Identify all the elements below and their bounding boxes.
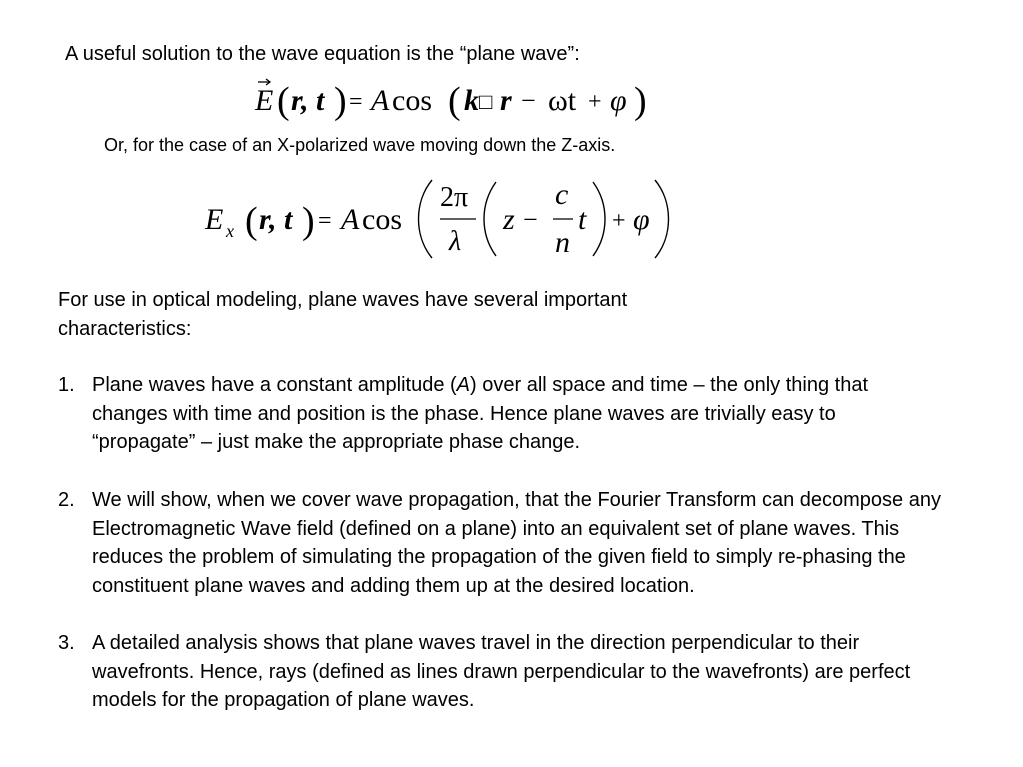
eq2-subscript: x (226, 221, 234, 241)
eq1-phi: φ (610, 84, 627, 117)
eq1-close-paren-2: ) (634, 80, 647, 122)
list-text-italic: A (456, 374, 471, 396)
eq1-open-paren: ( (277, 80, 290, 122)
eq1-k: k (464, 84, 479, 117)
eq2-phi: φ (633, 203, 650, 236)
eq2-big-close-paren (655, 180, 669, 258)
eq2-cos: cos (362, 203, 402, 236)
eq2-open-paren: ( (245, 200, 258, 242)
eq1-cos: cos (392, 84, 432, 117)
eq2-t: t (578, 203, 587, 236)
eq1-open-paren-2: ( (448, 80, 461, 122)
subtitle-text: Or, for the case of an X-polarized wave moving down the Z-axis. (104, 135, 616, 155)
eq1-plus: + (588, 89, 602, 115)
eq1-args: r, t (291, 84, 325, 117)
eq2-close-paren: ) (302, 200, 315, 242)
eq2-inner-open-paren (484, 182, 496, 256)
list-number: 1. (58, 374, 75, 396)
list-text-after: ) over all space and time – the only thing that changes with time and position is the phase. Hence plane waves are trivially easy to “propagate” – just make the appropriate phase change. (92, 374, 869, 454)
eq2-amplitude: A (341, 203, 360, 236)
eq2-args: r, t (259, 203, 293, 236)
plane-wave-equation (250, 74, 670, 124)
paragraph-intro (58, 286, 627, 343)
eq2-big-open-paren (419, 180, 433, 258)
x-polarized-equation (200, 174, 680, 264)
list-item-text (92, 371, 942, 457)
eq2-plus: + (612, 208, 626, 234)
eq2-inner-close-paren (593, 182, 605, 256)
eq2-lhs: E (205, 203, 224, 236)
eq2-z: z (503, 203, 515, 236)
eq1-close-paren: ) (334, 80, 347, 122)
eq1-amplitude: A (371, 84, 390, 117)
x-polarized-equation-svg (200, 174, 680, 264)
paragraph-line-2: characteristics: (58, 317, 192, 340)
eq2-c: c (555, 178, 569, 211)
eq1-minus: − (521, 86, 536, 115)
eq1-lhs: E (255, 84, 274, 117)
list-text-before: Plane waves have a constant amplitude ( (92, 374, 457, 396)
eq2-minus: − (523, 205, 538, 234)
eq2-numerator: 2π (440, 182, 469, 213)
list-item-text: We will show, when we cover wave propagation, that the Fourier Transform can decompose any Electromagnetic Wave field (defined on a plane) into an equivalent set of plane waves. This reduces the problem of simulating the propagation of the given field to simply re-phasing the constituent plane waves and adding them up at the desired location. (92, 489, 941, 597)
eq1-r: r (500, 84, 512, 117)
eq1-omega-t: ωt (548, 84, 577, 117)
eq2-equals: = (318, 208, 332, 234)
list-number: 3. (58, 632, 75, 654)
eq1-dot: □ (479, 89, 493, 114)
plane-wave-equation-svg (250, 74, 670, 124)
eq2-n: n (555, 226, 570, 259)
eq2-denominator: λ (449, 226, 462, 257)
intro-text: A useful solution to the wave equation is the “plane wave”: (65, 43, 580, 65)
paragraph-line-1: For use in optical modeling, plane waves have several important (58, 289, 628, 311)
eq1-equals: = (349, 89, 363, 115)
list-number: 2. (58, 489, 75, 511)
list-item-text: A detailed analysis shows that plane waves travel in the direction perpendicular to their wavefronts. Hence, rays (defined as lines drawn perpendicular to the wavefronts) are perfect models for the propagation of plane waves. (92, 632, 911, 712)
